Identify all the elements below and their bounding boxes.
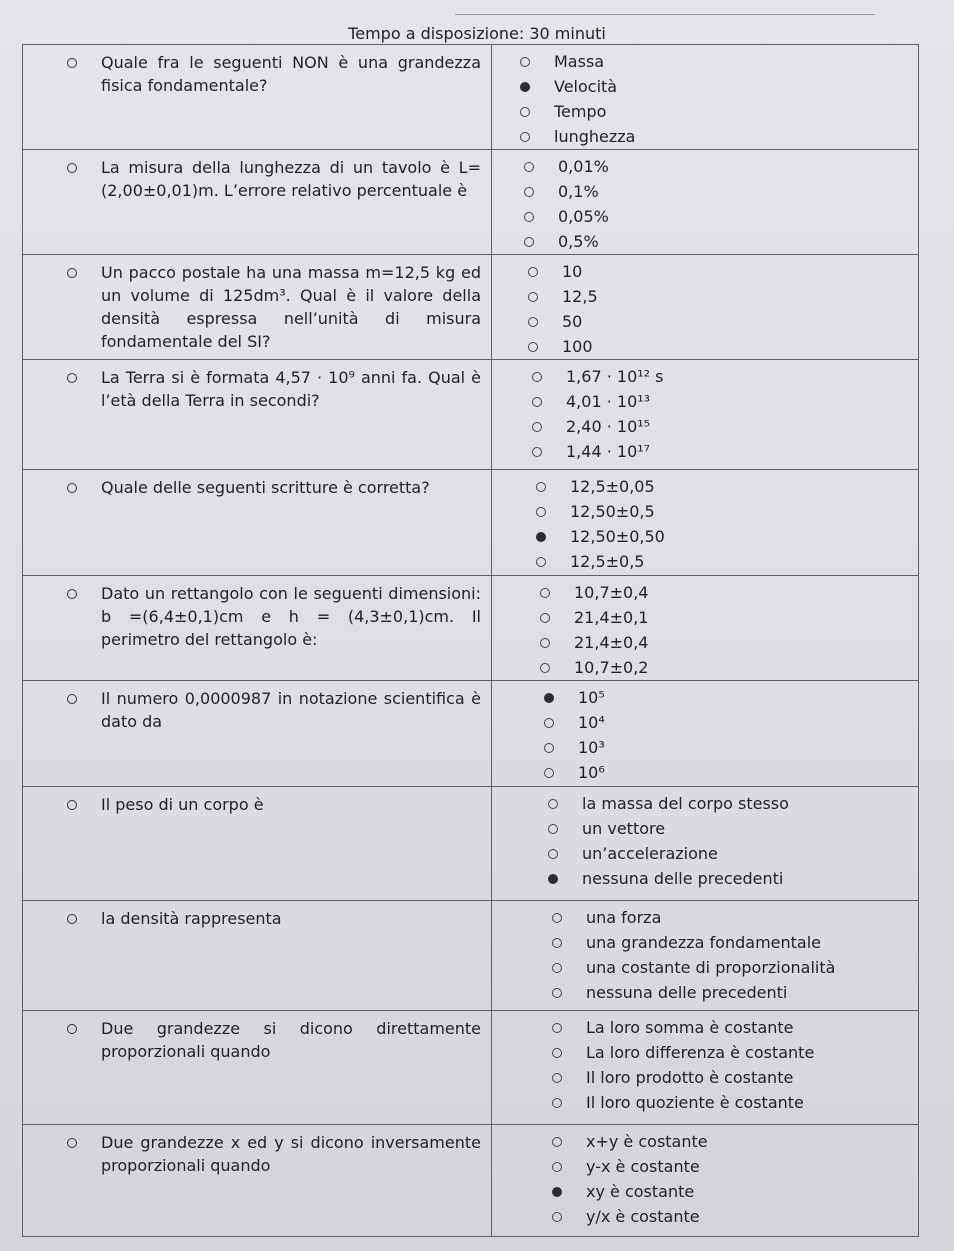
answer-option-label: Velocità [554, 77, 618, 96]
radio-empty-icon[interactable] [544, 743, 554, 753]
answer-options-cell [492, 787, 919, 901]
answer-options-cell [492, 45, 919, 150]
answer-option[interactable] [552, 905, 918, 930]
radio-empty-icon[interactable] [552, 1137, 562, 1147]
question-cell [23, 787, 492, 901]
answer-option[interactable] [544, 760, 918, 785]
answer-option[interactable] [552, 955, 918, 980]
answer-option-label: 100 [562, 337, 593, 356]
answer-option-label: 10,7±0,4 [574, 583, 649, 602]
answer-options-cell [492, 576, 919, 681]
question-text: Quale delle seguenti scritture è corretta? [101, 478, 430, 497]
question-cell [23, 901, 492, 1011]
answer-option-label: Il loro prodotto è costante [586, 1068, 794, 1087]
answer-option[interactable] [548, 841, 918, 866]
answer-options-cell [492, 360, 919, 470]
question-text: Dato un rettangolo con le seguenti dimensioni: b =(6,4±0,1)cm e h = (4,3±0,1)cm. Il perimetro del rettangolo è: [101, 584, 481, 649]
radio-empty-icon[interactable] [536, 507, 546, 517]
radio-empty-icon[interactable] [532, 372, 542, 382]
answer-option-label: 10³ [578, 738, 605, 757]
answer-option-label: 12,5±0,05 [570, 477, 655, 496]
answer-options-cell [492, 150, 919, 255]
question-bullet-icon [67, 483, 81, 492]
radio-empty-icon[interactable] [548, 824, 558, 834]
answer-option-label: 10⁴ [578, 713, 605, 732]
question-cell [23, 1011, 492, 1125]
answer-option-label: 12,50±0,5 [570, 502, 655, 521]
radio-empty-icon[interactable] [536, 557, 546, 567]
answer-option-label: Massa [554, 52, 605, 71]
question-text: Quale fra le seguenti NON è una grandezza fisica fondamentale? [101, 53, 481, 95]
question-row [23, 255, 919, 360]
answer-option[interactable] [548, 866, 918, 891]
time-limit-title: Tempo a disposizione: 30 minuti [348, 24, 606, 43]
answer-option-label: La loro somma è costante [586, 1018, 794, 1037]
answer-option[interactable] [552, 1090, 918, 1115]
radio-empty-icon[interactable] [524, 162, 534, 172]
radio-empty-icon[interactable] [540, 613, 550, 623]
question-text: Due grandezze x ed y si dicono inversamente proporzionali quando [101, 1133, 481, 1175]
answer-option-label: 10 [562, 262, 583, 281]
answer-option-label: nessuna delle precedenti [582, 869, 784, 888]
answer-option-label: un vettore [582, 819, 666, 838]
answer-options-cell [492, 901, 919, 1011]
answer-option[interactable] [524, 154, 918, 179]
radio-empty-icon[interactable] [552, 1048, 562, 1058]
radio-empty-icon[interactable] [528, 292, 538, 302]
answer-option[interactable] [528, 259, 918, 284]
question-row [23, 150, 919, 255]
answer-option[interactable] [552, 1065, 918, 1090]
radio-selected-icon[interactable] [548, 874, 558, 884]
question-row [23, 901, 919, 1011]
answer-option-label: una grandezza fondamentale [586, 933, 821, 952]
radio-empty-icon[interactable] [528, 267, 538, 277]
radio-empty-icon[interactable] [552, 1098, 562, 1108]
answer-option-label: 10,7±0,2 [574, 658, 649, 677]
answer-option[interactable] [540, 605, 918, 630]
question-cell [23, 255, 492, 360]
answer-option[interactable] [520, 99, 918, 124]
question-bullet-icon [67, 694, 81, 703]
question-cell [23, 45, 492, 150]
answer-option-label: 21,4±0,4 [574, 633, 649, 652]
question-text: Il numero 0,0000987 in notazione scientifica è dato da [101, 689, 481, 731]
answer-option-label: 0,1% [558, 182, 599, 201]
radio-empty-icon[interactable] [520, 57, 530, 67]
answer-option[interactable] [552, 930, 918, 955]
answer-option[interactable] [552, 1179, 918, 1204]
radio-empty-icon[interactable] [548, 849, 558, 859]
radio-empty-icon[interactable] [520, 107, 530, 117]
radio-empty-icon[interactable] [552, 913, 562, 923]
question-cell [23, 470, 492, 576]
question-bullet-icon [67, 58, 81, 67]
answer-option[interactable] [552, 1154, 918, 1179]
radio-selected-icon[interactable] [552, 1187, 562, 1197]
question-row [23, 470, 919, 576]
radio-empty-icon[interactable] [524, 187, 534, 197]
answer-option-label: 0,5% [558, 232, 599, 251]
answer-option[interactable] [536, 524, 918, 549]
radio-empty-icon[interactable] [536, 482, 546, 492]
answer-option[interactable] [548, 791, 918, 816]
question-text: Il peso di un corpo è [101, 795, 264, 814]
answer-option[interactable] [532, 439, 918, 464]
radio-empty-icon[interactable] [532, 397, 542, 407]
question-cell [23, 360, 492, 470]
question-cell [23, 576, 492, 681]
answer-option[interactable] [524, 229, 918, 254]
answer-option-label: 10⁵ [578, 688, 605, 707]
question-bullet-icon [67, 1138, 81, 1147]
answer-option-label: 50 [562, 312, 583, 331]
question-row [23, 1125, 919, 1237]
answer-option-label: una costante di proporzionalità [586, 958, 836, 977]
question-bullet-icon [67, 373, 81, 382]
answer-option-label: x+y è costante [586, 1132, 708, 1151]
radio-empty-icon[interactable] [552, 1162, 562, 1172]
answer-option[interactable] [544, 735, 918, 760]
answer-option[interactable] [552, 1040, 918, 1065]
answer-option[interactable] [528, 284, 918, 309]
answer-option[interactable] [536, 474, 918, 499]
answer-option[interactable] [536, 549, 918, 574]
question-text: La Terra si è formata 4,57 · 10⁹ anni fa. Qual è l’età della Terra in secondi? [101, 368, 481, 410]
answer-option[interactable] [524, 204, 918, 229]
answer-option[interactable] [552, 1204, 918, 1229]
answer-option-label: la massa del corpo stesso [582, 794, 789, 813]
question-row [23, 1011, 919, 1125]
question-bullet-icon [67, 914, 81, 923]
question-bullet-icon [67, 268, 81, 277]
quiz-table [22, 44, 919, 1237]
answer-options-cell [492, 470, 919, 576]
answer-option[interactable] [540, 580, 918, 605]
answer-option[interactable] [552, 1129, 918, 1154]
answer-options-cell [492, 1011, 919, 1125]
question-bullet-icon [67, 589, 81, 598]
question-text: La misura della lunghezza di un tavolo è L=(2,00±0,01)m. L’errore relativo percentuale è [101, 158, 481, 200]
radio-empty-icon[interactable] [532, 447, 542, 457]
answer-option-label: 0,01% [558, 157, 609, 176]
cropped-header-line [455, 0, 875, 15]
radio-selected-icon[interactable] [536, 532, 546, 542]
answer-option[interactable] [552, 980, 918, 1005]
answer-option-label: y/x è costante [586, 1207, 700, 1226]
answer-option-label: lunghezza [554, 127, 636, 146]
answer-option-label: 1,67 · 10¹² s [566, 367, 664, 386]
answer-option[interactable] [548, 816, 918, 841]
question-cell [23, 150, 492, 255]
answer-option[interactable] [528, 309, 918, 334]
answer-option-label: nessuna delle precedenti [586, 983, 788, 1002]
radio-empty-icon[interactable] [528, 317, 538, 327]
answer-option-label: una forza [586, 908, 662, 927]
answer-option-label: 12,50±0,50 [570, 527, 665, 546]
answer-option[interactable] [544, 710, 918, 735]
question-row [23, 45, 919, 150]
answer-option[interactable] [520, 74, 918, 99]
question-cell [23, 1125, 492, 1237]
answer-option-label: xy è costante [586, 1182, 695, 1201]
radio-empty-icon[interactable] [544, 718, 554, 728]
radio-empty-icon[interactable] [540, 663, 550, 673]
answer-option-label: La loro differenza è costante [586, 1043, 815, 1062]
question-text: Due grandezze si dicono direttamente proporzionali quando [101, 1019, 481, 1061]
answer-option-label: Tempo [554, 102, 607, 121]
answer-option[interactable] [520, 49, 918, 74]
radio-empty-icon[interactable] [532, 422, 542, 432]
answer-option-label: 12,5 [562, 287, 598, 306]
question-text: Un pacco postale ha una massa m=12,5 kg ed un volume di 125dm³. Qual è il valore della densità espressa nell’unità di misura fondamentale del SI? [101, 263, 481, 351]
radio-selected-icon[interactable] [520, 82, 530, 92]
question-row [23, 360, 919, 470]
answer-option[interactable] [536, 499, 918, 524]
answer-options-cell [492, 255, 919, 360]
answer-option-label: 10⁶ [578, 763, 605, 782]
radio-empty-icon[interactable] [552, 1212, 562, 1222]
radio-empty-icon[interactable] [540, 638, 550, 648]
answer-option-label: 2,40 · 10¹⁵ [566, 417, 651, 436]
answer-option[interactable] [552, 1015, 918, 1040]
answer-options-cell [492, 681, 919, 787]
answer-option-label: 21,4±0,1 [574, 608, 649, 627]
answer-option-label: 12,5±0,5 [570, 552, 645, 571]
question-row [23, 787, 919, 901]
answer-option-label: Il loro quoziente è costante [586, 1093, 804, 1112]
radio-empty-icon[interactable] [552, 963, 562, 973]
question-row [23, 576, 919, 681]
radio-empty-icon[interactable] [552, 1023, 562, 1033]
radio-empty-icon[interactable] [528, 342, 538, 352]
answer-option[interactable] [532, 364, 918, 389]
radio-empty-icon[interactable] [524, 212, 534, 222]
radio-empty-icon[interactable] [548, 799, 558, 809]
answer-option-label: y-x è costante [586, 1157, 700, 1176]
radio-empty-icon[interactable] [552, 1073, 562, 1083]
radio-empty-icon[interactable] [552, 938, 562, 948]
answer-option[interactable] [520, 124, 918, 149]
radio-empty-icon[interactable] [520, 132, 530, 142]
question-text: la densità rappresenta [101, 909, 282, 928]
question-bullet-icon [67, 1024, 81, 1033]
radio-empty-icon[interactable] [552, 988, 562, 998]
answer-option-label: 1,44 · 10¹⁷ [566, 442, 651, 461]
answer-options-cell [492, 1125, 919, 1237]
question-bullet-icon [67, 800, 81, 809]
radio-empty-icon[interactable] [540, 588, 550, 598]
answer-option[interactable] [524, 179, 918, 204]
answer-option[interactable] [532, 414, 918, 439]
answer-option[interactable] [528, 334, 918, 359]
question-cell [23, 681, 492, 787]
radio-empty-icon[interactable] [544, 768, 554, 778]
answer-option[interactable] [544, 685, 918, 710]
answer-option-label: un’accelerazione [582, 844, 718, 863]
answer-option[interactable] [532, 389, 918, 414]
answer-option-label: 4,01 · 10¹³ [566, 392, 651, 411]
radio-empty-icon[interactable] [524, 237, 534, 247]
answer-option[interactable] [540, 630, 918, 655]
answer-option-label: 0,05% [558, 207, 609, 226]
answer-option[interactable] [540, 655, 918, 680]
question-bullet-icon [67, 163, 81, 172]
radio-selected-icon[interactable] [544, 693, 554, 703]
question-row [23, 681, 919, 787]
